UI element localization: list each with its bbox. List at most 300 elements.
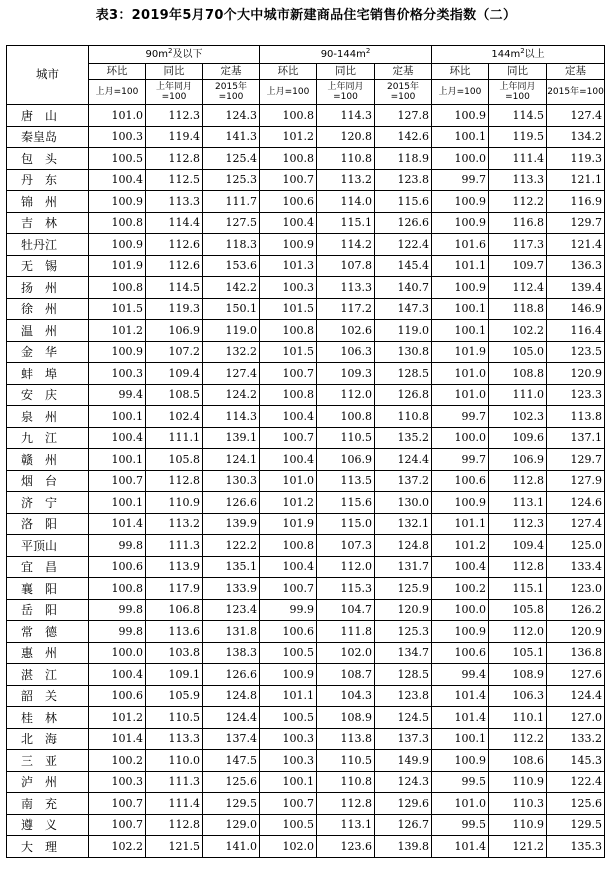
index-value: 100.6 <box>260 191 317 213</box>
index-value: 124.4 <box>547 685 605 707</box>
index-value: 131.8 <box>203 621 260 643</box>
index-value: 124.3 <box>375 771 432 793</box>
index-value: 113.6 <box>146 621 203 643</box>
index-value: 123.0 <box>547 578 605 600</box>
index-value: 100.3 <box>260 728 317 750</box>
index-value: 117.2 <box>317 298 375 320</box>
index-value: 117.3 <box>489 234 547 256</box>
city-name: 常 德 <box>7 621 89 643</box>
index-value: 100.9 <box>432 191 489 213</box>
index-value: 111.1 <box>146 427 203 449</box>
index-value: 106.3 <box>489 685 547 707</box>
index-value: 100.5 <box>260 642 317 664</box>
index-value: 113.8 <box>547 406 605 428</box>
index-value: 99.7 <box>432 406 489 428</box>
index-value: 137.3 <box>375 728 432 750</box>
index-value: 100.9 <box>432 621 489 643</box>
index-value: 124.1 <box>203 449 260 471</box>
index-value: 101.2 <box>260 126 317 148</box>
index-value: 129.5 <box>547 814 605 836</box>
index-value: 109.4 <box>146 363 203 385</box>
index-value: 101.5 <box>260 298 317 320</box>
city-name: 秦皇岛 <box>7 126 89 148</box>
index-value: 110.9 <box>489 771 547 793</box>
index-value: 99.4 <box>432 664 489 686</box>
index-value: 105.1 <box>489 642 547 664</box>
index-value: 111.4 <box>146 793 203 815</box>
index-value: 100.8 <box>260 384 317 406</box>
table-row <box>7 642 605 664</box>
index-value: 116.8 <box>489 212 547 234</box>
index-value: 110.8 <box>317 771 375 793</box>
index-value: 101.0 <box>432 363 489 385</box>
index-value: 134.2 <box>547 126 605 148</box>
index-value: 112.8 <box>146 470 203 492</box>
index-value: 104.3 <box>317 685 375 707</box>
index-value: 100.0 <box>432 148 489 170</box>
index-value: 101.0 <box>260 470 317 492</box>
index-value: 101.2 <box>432 535 489 557</box>
index-value: 100.0 <box>432 427 489 449</box>
city-name: 平顶山 <box>7 535 89 557</box>
metric-header: 环比 <box>260 64 317 80</box>
index-value: 114.5 <box>146 277 203 299</box>
index-value: 106.3 <box>317 341 375 363</box>
index-value: 119.0 <box>203 320 260 342</box>
table-row <box>7 814 605 836</box>
index-value: 100.7 <box>89 470 146 492</box>
index-value: 100.4 <box>89 427 146 449</box>
city-name: 金 华 <box>7 341 89 363</box>
index-value: 127.4 <box>203 363 260 385</box>
table-row <box>7 685 605 707</box>
table-row <box>7 277 605 299</box>
city-name: 韶 关 <box>7 685 89 707</box>
index-value: 115.1 <box>489 578 547 600</box>
index-value: 132.2 <box>203 341 260 363</box>
index-value: 107.3 <box>317 535 375 557</box>
index-value: 106.9 <box>146 320 203 342</box>
index-value: 106.8 <box>146 599 203 621</box>
index-value: 129.0 <box>203 814 260 836</box>
index-value: 99.8 <box>89 535 146 557</box>
base-period-label: 上年同月=100 <box>499 82 536 102</box>
base-period-header <box>146 80 203 105</box>
index-value: 100.4 <box>89 664 146 686</box>
index-value: 99.5 <box>432 771 489 793</box>
index-value: 100.9 <box>260 664 317 686</box>
metric-header: 定基 <box>203 64 260 80</box>
index-value: 137.1 <box>547 427 605 449</box>
base-period-label: 2015年=100 <box>387 82 419 102</box>
index-value: 111.8 <box>317 621 375 643</box>
index-value: 126.6 <box>375 212 432 234</box>
index-value: 102.4 <box>146 406 203 428</box>
index-value: 101.2 <box>89 707 146 729</box>
index-value: 100.8 <box>89 277 146 299</box>
table-row <box>7 664 605 686</box>
index-value: 100.8 <box>260 148 317 170</box>
index-value: 127.4 <box>547 105 605 127</box>
index-value: 100.9 <box>432 492 489 514</box>
city-name: 湛 江 <box>7 664 89 686</box>
index-value: 102.0 <box>260 836 317 858</box>
index-value: 118.3 <box>203 234 260 256</box>
index-value: 100.8 <box>260 320 317 342</box>
index-value: 100.4 <box>260 556 317 578</box>
index-value: 100.8 <box>89 212 146 234</box>
metric-header: 同比 <box>317 64 375 80</box>
index-value: 126.8 <box>375 384 432 406</box>
index-value: 100.0 <box>432 599 489 621</box>
index-value: 121.2 <box>489 836 547 858</box>
index-value: 125.3 <box>203 169 260 191</box>
index-value: 145.3 <box>547 750 605 772</box>
index-value: 101.6 <box>432 234 489 256</box>
city-name: 泸 州 <box>7 771 89 793</box>
index-value: 153.6 <box>203 255 260 277</box>
table-row <box>7 728 605 750</box>
index-value: 127.5 <box>203 212 260 234</box>
index-value: 111.7 <box>203 191 260 213</box>
index-value: 111.0 <box>489 384 547 406</box>
base-period-label: 上月=100 <box>266 87 310 97</box>
index-value: 108.9 <box>489 664 547 686</box>
metric-header: 定基 <box>547 64 605 80</box>
table-row <box>7 105 605 127</box>
city-name: 九 江 <box>7 427 89 449</box>
index-value: 124.4 <box>203 707 260 729</box>
index-value: 101.2 <box>89 320 146 342</box>
city-name: 烟 台 <box>7 470 89 492</box>
index-value: 99.9 <box>260 599 317 621</box>
city-name: 徐 州 <box>7 298 89 320</box>
index-value: 112.8 <box>489 470 547 492</box>
city-name: 唐 山 <box>7 105 89 127</box>
index-value: 114.3 <box>203 406 260 428</box>
index-value: 113.2 <box>146 513 203 535</box>
index-value: 115.6 <box>317 492 375 514</box>
table-body <box>7 105 605 858</box>
index-value: 105.0 <box>489 341 547 363</box>
group-header-medium: $90-144m^2$ <box>260 46 432 64</box>
base-period-header <box>375 80 432 105</box>
index-value: 125.6 <box>547 793 605 815</box>
index-value: 100.7 <box>260 793 317 815</box>
index-value: 126.6 <box>203 664 260 686</box>
index-value: 102.2 <box>489 320 547 342</box>
index-value: 110.8 <box>375 406 432 428</box>
base-period-header <box>432 80 489 105</box>
index-value: 113.8 <box>317 728 375 750</box>
city-name: 遵 义 <box>7 814 89 836</box>
group-header-small: $90m^2$及以下 <box>89 46 260 64</box>
index-value: 100.5 <box>89 148 146 170</box>
index-value: 125.6 <box>203 771 260 793</box>
index-value: 112.8 <box>146 148 203 170</box>
index-value: 110.1 <box>489 707 547 729</box>
index-value: 128.5 <box>375 664 432 686</box>
city-name: 温 州 <box>7 320 89 342</box>
index-value: 132.1 <box>375 513 432 535</box>
index-value: 110.5 <box>317 750 375 772</box>
index-value: 127.9 <box>547 470 605 492</box>
index-value: 100.6 <box>89 685 146 707</box>
index-value: 111.4 <box>489 148 547 170</box>
index-value: 100.7 <box>260 363 317 385</box>
index-value: 100.0 <box>89 642 146 664</box>
index-value: 120.9 <box>547 363 605 385</box>
table-row <box>7 578 605 600</box>
index-value: 122.4 <box>375 234 432 256</box>
index-value: 135.1 <box>203 556 260 578</box>
index-value: 105.9 <box>146 685 203 707</box>
index-value: 146.9 <box>547 298 605 320</box>
table-row <box>7 169 605 191</box>
index-value: 113.9 <box>146 556 203 578</box>
index-value: 100.6 <box>432 642 489 664</box>
index-value: 127.8 <box>375 105 432 127</box>
index-value: 115.0 <box>317 513 375 535</box>
index-value: 125.3 <box>375 621 432 643</box>
table-row <box>7 363 605 385</box>
index-value: 141.3 <box>203 126 260 148</box>
index-value: 101.9 <box>432 341 489 363</box>
table-row <box>7 836 605 858</box>
index-value: 130.3 <box>203 470 260 492</box>
index-value: 126.7 <box>375 814 432 836</box>
index-value: 100.1 <box>89 406 146 428</box>
index-value: 109.3 <box>317 363 375 385</box>
index-value: 136.8 <box>547 642 605 664</box>
index-value: 119.5 <box>489 126 547 148</box>
index-value: 101.0 <box>89 105 146 127</box>
table-row <box>7 148 605 170</box>
index-value: 101.0 <box>432 384 489 406</box>
index-value: 113.1 <box>489 492 547 514</box>
index-value: 113.3 <box>146 728 203 750</box>
index-value: 127.0 <box>547 707 605 729</box>
index-value: 108.6 <box>489 750 547 772</box>
index-value: 139.1 <box>203 427 260 449</box>
index-value: 100.3 <box>260 750 317 772</box>
index-value: 109.4 <box>489 535 547 557</box>
index-value: 135.3 <box>547 836 605 858</box>
group-header-large: $144m^2$以上 <box>432 46 605 64</box>
index-value: 105.8 <box>489 599 547 621</box>
index-value: 137.4 <box>203 728 260 750</box>
index-value: 100.8 <box>89 578 146 600</box>
index-value: 115.1 <box>317 212 375 234</box>
index-value: 114.2 <box>317 234 375 256</box>
index-value: 102.3 <box>489 406 547 428</box>
metric-header: 环比 <box>432 64 489 80</box>
index-value: 108.8 <box>489 363 547 385</box>
index-value: 100.7 <box>89 814 146 836</box>
city-name: 锦 州 <box>7 191 89 213</box>
index-value: 100.6 <box>89 556 146 578</box>
index-value: 100.4 <box>432 556 489 578</box>
table-row <box>7 750 605 772</box>
index-value: 112.0 <box>489 621 547 643</box>
index-value: 125.4 <box>203 148 260 170</box>
index-value: 124.8 <box>203 685 260 707</box>
index-value: 113.3 <box>489 169 547 191</box>
city-name: 扬 州 <box>7 277 89 299</box>
city-name: 惠 州 <box>7 642 89 664</box>
index-value: 100.1 <box>432 320 489 342</box>
index-value: 110.5 <box>317 427 375 449</box>
index-value: 101.2 <box>260 492 317 514</box>
city-name: 吉 林 <box>7 212 89 234</box>
index-value: 122.4 <box>547 771 605 793</box>
index-value: 100.1 <box>89 449 146 471</box>
index-value: 100.8 <box>317 406 375 428</box>
index-value: 101.4 <box>89 728 146 750</box>
index-value: 105.8 <box>146 449 203 471</box>
index-value: 100.9 <box>89 234 146 256</box>
index-value: 110.9 <box>146 492 203 514</box>
index-value: 100.9 <box>89 191 146 213</box>
city-name: 泉 州 <box>7 406 89 428</box>
city-name: 洛 阳 <box>7 513 89 535</box>
index-value: 100.1 <box>432 126 489 148</box>
index-value: 120.8 <box>317 126 375 148</box>
index-value: 103.8 <box>146 642 203 664</box>
index-value: 102.6 <box>317 320 375 342</box>
index-value: 123.5 <box>547 341 605 363</box>
index-value: 121.4 <box>547 234 605 256</box>
index-value: 127.6 <box>547 664 605 686</box>
index-value: 100.7 <box>260 427 317 449</box>
page-title: 表3：2019年5月70个大中城市新建商品住宅销售价格分类指数（二） <box>95 8 517 23</box>
index-value: 123.4 <box>203 599 260 621</box>
index-value: 112.0 <box>317 384 375 406</box>
index-value: 112.4 <box>489 277 547 299</box>
index-value: 114.0 <box>317 191 375 213</box>
city-name: 牡丹江 <box>7 234 89 256</box>
base-period-label: 上年同月=100 <box>327 82 364 102</box>
index-value: 100.3 <box>260 277 317 299</box>
index-value: 129.5 <box>203 793 260 815</box>
table-row <box>7 427 605 449</box>
table-row <box>7 384 605 406</box>
index-value: 100.1 <box>432 728 489 750</box>
index-value: 109.6 <box>489 427 547 449</box>
table-row <box>7 320 605 342</box>
index-value: 112.8 <box>146 814 203 836</box>
index-value: 124.3 <box>203 105 260 127</box>
index-value: 126.6 <box>203 492 260 514</box>
index-value: 100.7 <box>89 793 146 815</box>
index-value: 122.2 <box>203 535 260 557</box>
index-value: 141.0 <box>203 836 260 858</box>
base-period-label: 上年同月=100 <box>155 82 192 102</box>
index-value: 101.1 <box>432 513 489 535</box>
index-value: 101.9 <box>89 255 146 277</box>
index-value: 108.9 <box>317 707 375 729</box>
index-value: 100.3 <box>89 126 146 148</box>
table-row <box>7 771 605 793</box>
index-value: 110.3 <box>489 793 547 815</box>
index-value: 111.3 <box>146 535 203 557</box>
table-row <box>7 298 605 320</box>
index-value: 114.5 <box>489 105 547 127</box>
index-value: 100.3 <box>89 771 146 793</box>
index-value: 118.8 <box>489 298 547 320</box>
index-value: 100.6 <box>260 621 317 643</box>
index-value: 100.5 <box>260 814 317 836</box>
index-value: 127.4 <box>547 513 605 535</box>
table-row <box>7 449 605 471</box>
base-period-header <box>89 80 146 105</box>
index-value: 101.5 <box>260 341 317 363</box>
index-value: 108.7 <box>317 664 375 686</box>
index-value: 100.4 <box>89 169 146 191</box>
index-value: 101.4 <box>432 836 489 858</box>
index-value: 99.7 <box>432 449 489 471</box>
index-value: 110.0 <box>146 750 203 772</box>
index-value: 101.5 <box>89 298 146 320</box>
metric-header: 同比 <box>489 64 547 80</box>
index-value: 121.5 <box>146 836 203 858</box>
index-value: 133.9 <box>203 578 260 600</box>
index-value: 130.8 <box>375 341 432 363</box>
index-value: 101.4 <box>89 513 146 535</box>
index-value: 113.3 <box>146 191 203 213</box>
index-value: 133.4 <box>547 556 605 578</box>
index-value: 120.9 <box>547 621 605 643</box>
index-value: 106.9 <box>317 449 375 471</box>
index-value: 110.5 <box>146 707 203 729</box>
index-value: 124.4 <box>375 449 432 471</box>
index-value: 101.3 <box>260 255 317 277</box>
index-value: 102.2 <box>89 836 146 858</box>
index-value: 100.9 <box>432 212 489 234</box>
city-name: 大 理 <box>7 836 89 858</box>
city-name: 无 锡 <box>7 255 89 277</box>
city-name: 襄 阳 <box>7 578 89 600</box>
table-row <box>7 255 605 277</box>
index-value: 109.1 <box>146 664 203 686</box>
index-value: 107.8 <box>317 255 375 277</box>
index-value: 129.6 <box>375 793 432 815</box>
index-value: 101.9 <box>260 513 317 535</box>
index-value: 112.3 <box>489 513 547 535</box>
index-value: 111.3 <box>146 771 203 793</box>
city-name: 桂 林 <box>7 707 89 729</box>
index-value: 125.9 <box>375 578 432 600</box>
index-value: 142.6 <box>375 126 432 148</box>
index-value: 116.4 <box>547 320 605 342</box>
index-value: 101.4 <box>432 707 489 729</box>
index-value: 100.6 <box>432 470 489 492</box>
index-value: 100.9 <box>432 105 489 127</box>
city-name: 济 宁 <box>7 492 89 514</box>
index-value: 112.0 <box>317 556 375 578</box>
index-value: 147.3 <box>375 298 432 320</box>
index-value: 112.2 <box>489 728 547 750</box>
index-value: 109.7 <box>489 255 547 277</box>
index-value: 99.8 <box>89 599 146 621</box>
table-row <box>7 793 605 815</box>
index-value: 112.8 <box>489 556 547 578</box>
index-value: 101.1 <box>432 255 489 277</box>
index-value: 150.1 <box>203 298 260 320</box>
index-value: 100.1 <box>260 771 317 793</box>
city-name: 安 庆 <box>7 384 89 406</box>
index-value: 134.7 <box>375 642 432 664</box>
